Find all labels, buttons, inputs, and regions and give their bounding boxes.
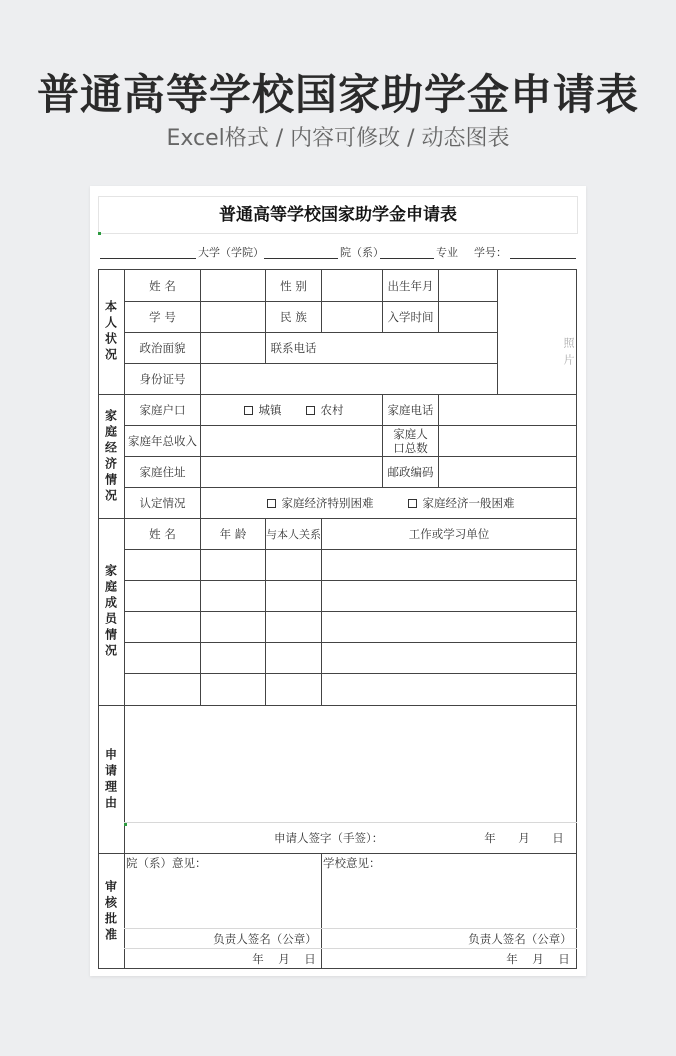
ethnicity-label: 民 族 [280, 310, 307, 324]
member-row[interactable] [125, 581, 576, 611]
income-field[interactable] [201, 426, 382, 456]
dept-year: 年 [252, 952, 264, 966]
section-personal-label: 本人状况 [103, 300, 118, 364]
school-opinion-label: 学校意见： [323, 856, 381, 870]
enroll-field[interactable] [439, 302, 497, 332]
member-row[interactable] [125, 612, 576, 642]
address-field[interactable] [201, 457, 382, 487]
student-no-label: 学号： [474, 246, 507, 259]
section-approval-label: 审核批准 [103, 879, 118, 944]
general-hardship-checkbox[interactable] [406, 488, 516, 518]
address-label: 家庭住址 [139, 465, 186, 479]
home-phone-field[interactable] [439, 395, 576, 425]
postcode-label: 邮政编码 [387, 465, 434, 479]
dept-opinion-field[interactable] [125, 872, 321, 928]
reason-day: 日 [552, 831, 564, 845]
ethnicity-field[interactable] [322, 302, 382, 332]
photo-placeholder[interactable]: 照片 [562, 337, 575, 371]
income-label: 家庭年总收入 [128, 434, 197, 448]
phone-label: 联系电话 [270, 341, 317, 355]
member-header-age: 年 龄 [219, 527, 247, 541]
general-hardship-label: 家庭经济一般困难 [422, 496, 515, 510]
section-reason-label: 申请理由 [103, 747, 118, 812]
reason-month: 月 [518, 831, 530, 845]
population-label: 家庭人口总数 [393, 427, 428, 455]
member-row[interactable] [125, 674, 576, 705]
reason-year: 年 [484, 831, 496, 845]
special-hardship-label: 家庭经济特别困难 [281, 496, 374, 510]
checkbox-icon [306, 406, 315, 415]
member-header-name: 姓 名 [149, 527, 176, 541]
applicant-signature-label: 申请人签字（手签）： [274, 831, 384, 845]
dept-responsible-label: 负责人签名（公章） [213, 931, 317, 946]
hukou-rural-checkbox[interactable] [302, 395, 347, 425]
school-month: 月 [532, 952, 544, 966]
school-year: 年 [506, 952, 518, 966]
postcode-field[interactable] [439, 457, 576, 487]
id-card-label: 身份证号 [139, 372, 186, 386]
gender-label: 性 别 [280, 278, 307, 293]
population-field[interactable] [439, 426, 576, 456]
id-card-field[interactable] [201, 364, 497, 394]
reason-textarea[interactable] [125, 706, 576, 822]
name-field[interactable] [201, 270, 265, 301]
cell-marker [124, 823, 127, 826]
member-header-relation: 与本人关系 [266, 528, 321, 541]
dept-day: 日 [304, 952, 316, 966]
recognition-label: 认定情况 [139, 496, 186, 510]
gender-field[interactable] [322, 270, 382, 301]
member-row[interactable] [125, 643, 576, 673]
hukou-label: 家庭户口 [139, 403, 186, 417]
student-id-field[interactable] [201, 302, 265, 332]
enroll-label: 入学时间 [387, 310, 434, 324]
phone-field[interactable] [322, 333, 497, 363]
hero-title: 普通高等学校国家助学金申请表 [36, 70, 639, 119]
department-label: 院（系） [340, 246, 384, 259]
home-phone-label: 家庭电话 [387, 403, 434, 417]
school-day: 日 [558, 952, 570, 966]
section-economy-label: 家庭经济情况 [103, 408, 118, 505]
dept-opinion-label: 院（系）意见： [126, 856, 207, 870]
rural-label: 农村 [320, 403, 344, 417]
major-label: 专业 [436, 246, 458, 259]
school-responsible-label: 负责人签名（公章） [468, 931, 572, 946]
birth-label: 出生年月 [387, 278, 434, 293]
checkbox-icon [267, 499, 276, 508]
school-opinion-field[interactable] [322, 872, 576, 928]
dept-month: 月 [278, 952, 290, 966]
urban-label: 城镇 [258, 403, 282, 417]
student-id-label: 学 号 [149, 310, 176, 324]
birth-field[interactable] [439, 270, 497, 301]
member-row[interactable] [125, 550, 576, 580]
checkbox-icon [244, 406, 253, 415]
political-label: 政治面貌 [139, 341, 186, 355]
form-title: 普通高等学校国家助学金申请表 [98, 196, 578, 234]
hero-subtitle: Excel格式 / 内容可修改 / 动态图表 [166, 126, 510, 151]
name-label: 姓 名 [149, 278, 176, 293]
university-label: 大学（学院） [198, 246, 264, 259]
checkbox-icon [408, 499, 417, 508]
member-header-workplace: 工作或学习单位 [408, 527, 490, 541]
special-hardship-checkbox[interactable] [265, 488, 375, 518]
cell-marker [98, 232, 101, 235]
political-field[interactable] [201, 333, 265, 363]
section-members-label: 家庭成员情况 [103, 564, 118, 660]
form-sheet [90, 186, 586, 976]
hukou-urban-checkbox[interactable] [240, 395, 285, 425]
